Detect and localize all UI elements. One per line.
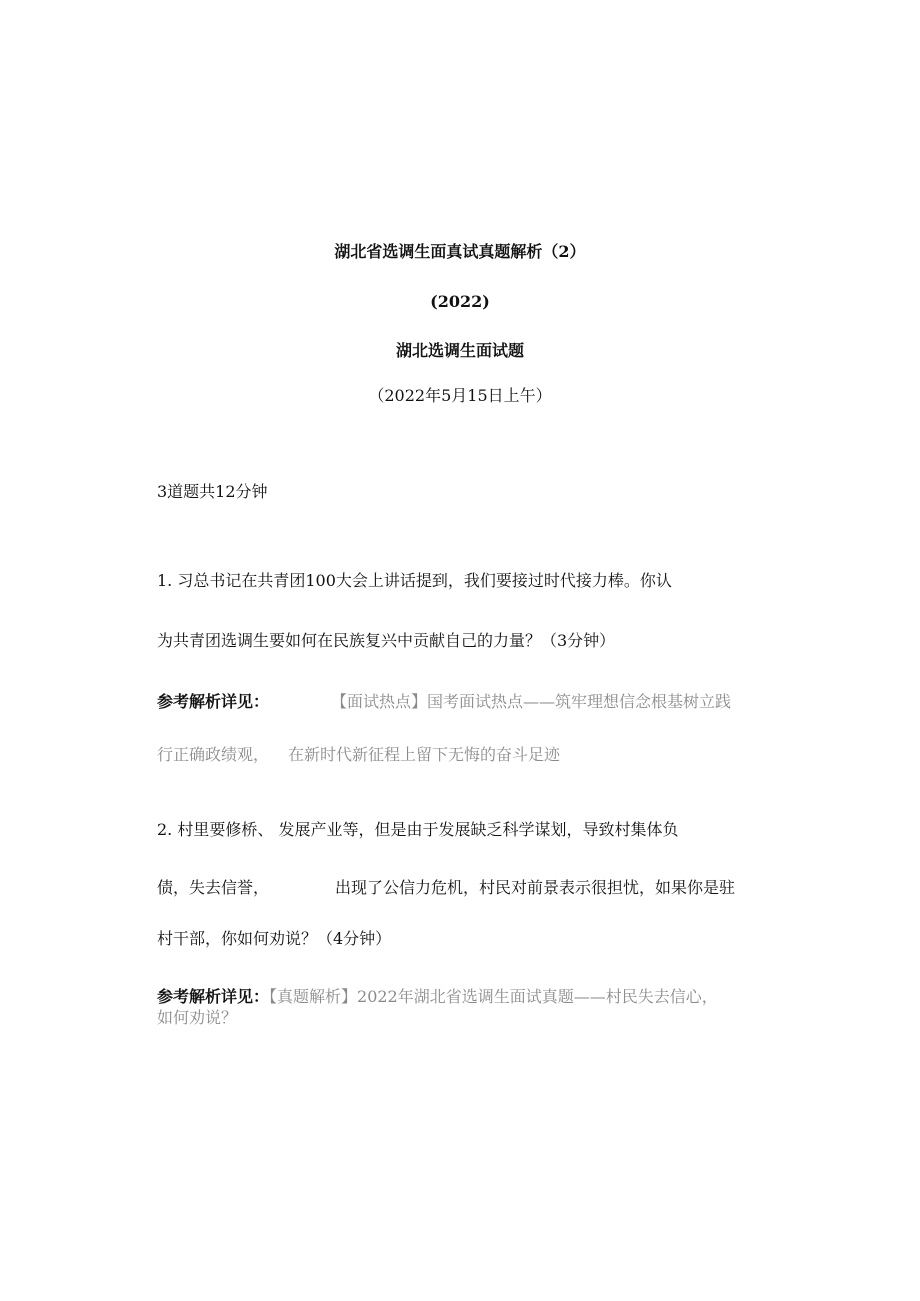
question-2-line-3: 村干部，你如何劝说？（4分钟） [157,929,392,948]
question-2-line-1: 2. 村里要修桥、 发展产业等，但是由于发展缺乏科学谋划，导致村集体负 [157,820,679,839]
document-title: 湖北省选调生面真试真题解析（2） [334,242,586,261]
question-1-line-1: 1. 习总书记在共青团100大会上讲话提到，我们要接过时代接力棒。你认 [157,571,672,590]
question-1-reference-link-part-2b[interactable]: 在新时代新征程上留下无悔的奋斗足迹 [288,745,561,764]
question-2-line-2a: 债，失去信誉， [157,878,270,897]
question-2-reference [157,987,718,1006]
question-1-reference [157,692,269,711]
question-1-reference-link-part-2a[interactable]: 行正确政绩观， [157,745,270,764]
question-1-reference-link-part-1[interactable]: 【面试热点】国考面试热点——筑牢理想信念根基树立践 [331,692,732,711]
document-subtitle: 湖北选调生面试题 [395,341,524,360]
question-2-reference-link-part-1[interactable]: 【真题解析】2022年湖北省选调生面试真题——村民失去信心， [269,987,718,1006]
document-year: (2022) [430,292,490,311]
reference-label: 参考解析详见： [157,987,270,1006]
question-1-line-2: 为共青团选调生要如何在民族复兴中贡献自己的力量？（3分钟） [157,631,616,650]
question-2-reference-link-part-2[interactable]: 如何劝说？ [157,1008,238,1027]
reference-label: 参考解析详见： [157,692,270,711]
question-2-line-2b: 出现了公信力危机，村民对前景表示很担忧，如果你是驻 [335,878,736,897]
intro-text: 3道题共12分钟 [157,482,268,501]
exam-date: （2022年5月15日上午） [368,386,552,405]
